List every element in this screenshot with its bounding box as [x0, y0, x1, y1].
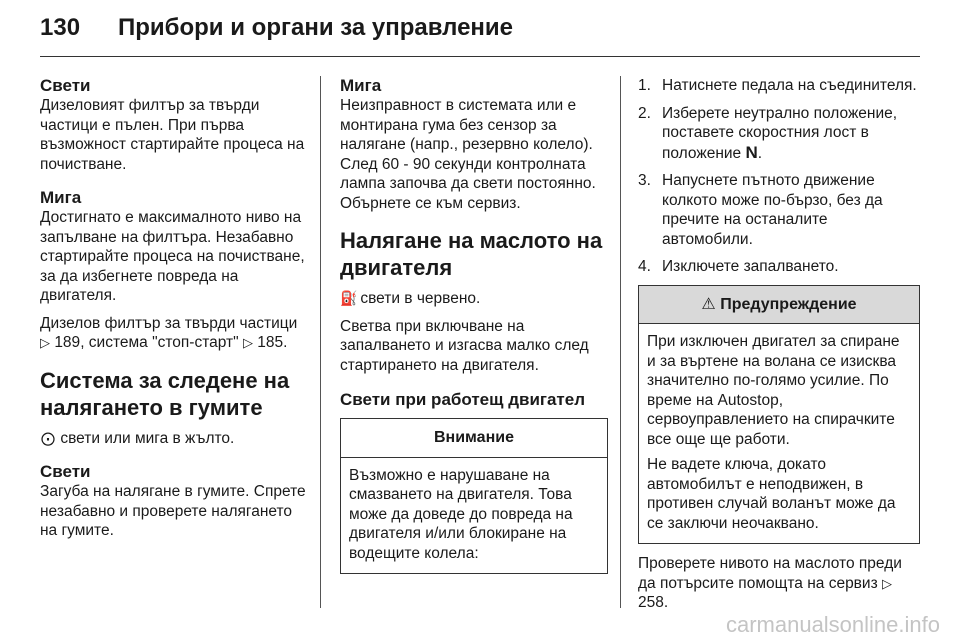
list-item [638, 104, 920, 164]
ref-link-189[interactable]: 189 [54, 334, 81, 351]
watermark: carmanualsonline.info [725, 612, 940, 637]
heading-oil-pressure: Налягане на маслото на двигателя [340, 228, 603, 280]
paragraph-tire-loss: Загуба на налягане в гумите. Спрете незабавно и проверете налягането на гумите. [40, 483, 306, 539]
tire-indicator-text: свети или мига в жълто. [60, 429, 235, 447]
ref-text-stopstart: , система "стоп-старт" [80, 334, 239, 351]
step-number: 2. [638, 104, 651, 122]
tire-indicator-line [40, 429, 308, 449]
heading-tire-pressure: Система за следене на налягането в гумите [40, 367, 290, 420]
step-text: Изберете неутрално положение, поставете скоростния лост в положение [662, 104, 898, 162]
page-title: Прибори и органи за управление [118, 14, 514, 41]
warning-box [638, 285, 920, 545]
notice-text: Възможно е нарушаване на смазването на двигателя. Това може да доведе до повреда на двигателя и/или блокиране на водещите колела: [349, 466, 573, 562]
notice-box [340, 418, 608, 574]
check-oil-text: Проверете нивото на маслото преди да потърсите помощта на сервиз [638, 555, 902, 592]
ref-link-185[interactable]: 185. [257, 334, 288, 351]
warning-body [639, 324, 919, 543]
column-divider-2 [620, 76, 621, 608]
section-heading-tire-on: Свети [40, 462, 91, 481]
ref-text-filter: Дизелов филтър за твърди частици [40, 314, 298, 332]
step-text: Изключете запалването. [662, 258, 839, 275]
list-item [638, 171, 920, 249]
warning-paragraph-1: При изключен двигател за спиране и за въртене на волана се изисква значително по-голямо усилие. По време на Autostop, сервоуправлението на спирачките все още ще работи. [647, 333, 900, 448]
column-divider-1 [320, 76, 321, 608]
column-2 [340, 76, 608, 584]
ref-link-258[interactable]: 258. [638, 594, 669, 611]
oil-can-icon: ⛽ [340, 290, 358, 306]
warning-paragraph-2: Не вадете ключа, докато автомобилът е неподвижен, в противен случай воланът може да се заключи неочаквано. [647, 456, 896, 532]
list-item [638, 257, 920, 277]
list-item [638, 76, 920, 96]
gear-neutral-symbol: N [745, 142, 758, 162]
warning-header [639, 286, 919, 325]
notice-title: Внимание [341, 419, 607, 458]
oil-indicator-text: свети в червено. [360, 290, 481, 307]
page-ref-arrow-icon: ▷ [40, 335, 50, 350]
paragraph-oil-lamp: Светва при включване на запалването и изгасва малко след стартирането на двигателя. [340, 317, 589, 374]
notice-body [341, 458, 607, 574]
step-text: Натиснете педала на съединителя. [662, 77, 917, 94]
paragraph-references [40, 314, 308, 353]
page-ref-arrow-icon: ▷ [882, 575, 892, 591]
step-number: 3. [638, 172, 651, 189]
page-number: 130 [40, 14, 81, 41]
column-1 [40, 76, 308, 549]
heading-engine-running: Свети при работещ двигател [340, 390, 586, 409]
page-header [40, 14, 920, 54]
step-text: Напуснете пътното движение колкото може по-бързо, без да пречите на останалите автомобили. [662, 172, 883, 248]
paragraph-check-oil [638, 554, 920, 613]
tire-pressure-warning-icon: ⨀ [41, 429, 55, 446]
paragraph-tire-fault: Неизправност в системата или е монтирана гума без сензор за налягане (напр., резервно колело). След 60 - 90 секунди контролната лампа започва да свети постоянно. Обърнете се към сервиз. [340, 97, 596, 212]
column-3 [638, 76, 920, 621]
step-text-tail: . [757, 144, 763, 162]
step-number: 1. [638, 77, 651, 94]
warning-triangle-icon: ⚠ [701, 295, 716, 313]
header-divider [40, 56, 920, 57]
steps-list [638, 76, 920, 277]
oil-indicator-line [340, 289, 608, 309]
section-heading-tire-flashing: Мига [340, 76, 382, 95]
paragraph-filter-full: Дизеловият филтър за твърди частици е пълен. При първа възможност стартирайте процеса на почистване. [40, 97, 305, 173]
page-ref-arrow-icon: ▷ [242, 335, 253, 350]
section-heading-on: Свети [40, 76, 91, 95]
paragraph-filter-max: Достигнато е максималното ниво на запълване на филтъра. Незабавно стартирайте процеса на почистване, за да избегнете повреда на двигателя. [40, 209, 305, 304]
step-number: 4. [638, 258, 651, 275]
warning-title: Предупреждение [720, 295, 857, 313]
section-heading-flashing: Мига [40, 188, 82, 207]
